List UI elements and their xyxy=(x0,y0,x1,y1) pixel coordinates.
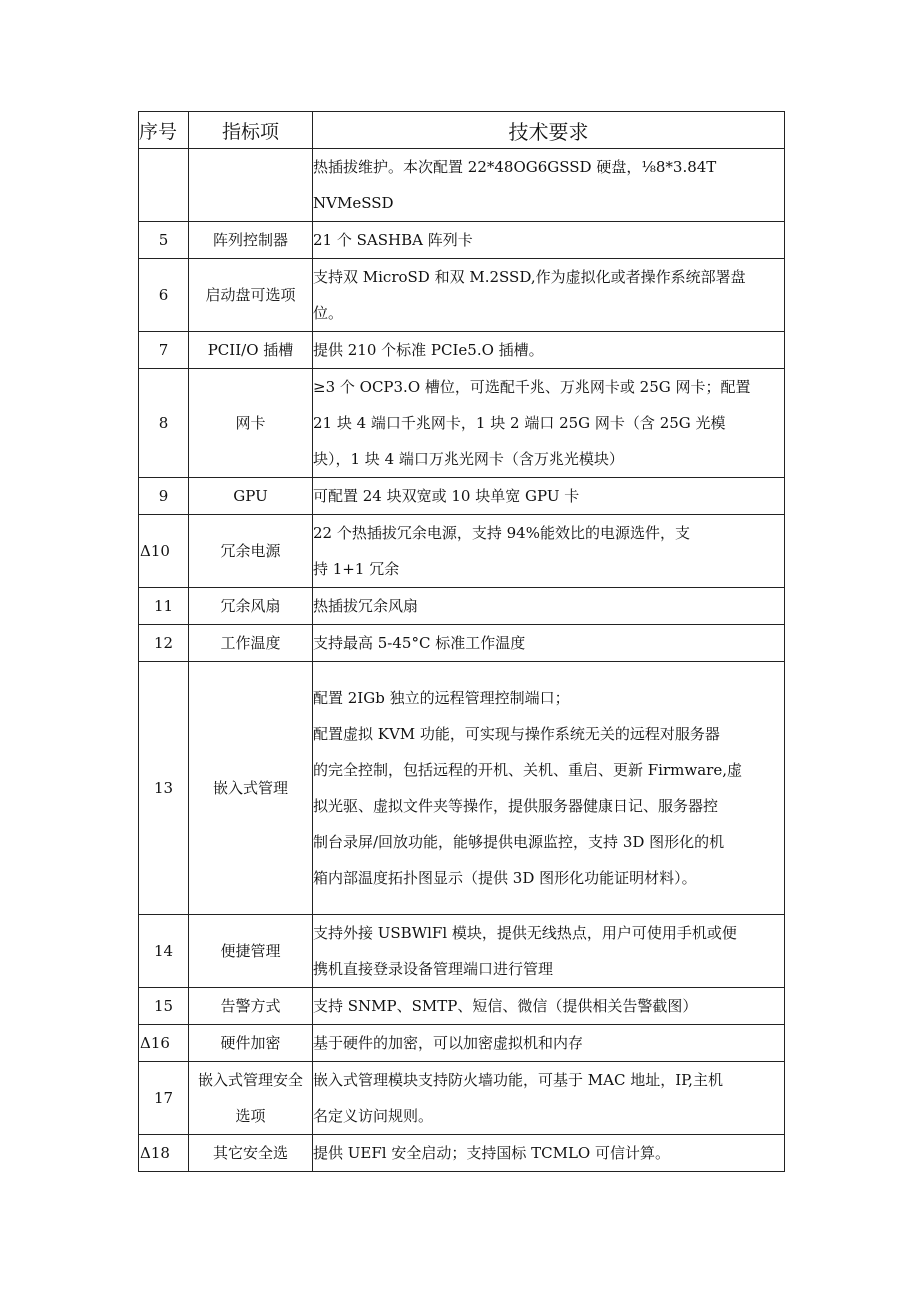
row-item: 便捷管理 xyxy=(189,915,313,988)
table-row xyxy=(139,1025,785,1062)
table-row xyxy=(139,625,785,662)
req-line: 名定义访问规则。 xyxy=(313,1107,434,1125)
row-requirement xyxy=(313,662,785,915)
table-row xyxy=(139,222,785,259)
row-item: 告警方式 xyxy=(189,988,313,1025)
row-item: 网卡 xyxy=(189,369,313,478)
row-no: 6 xyxy=(139,259,189,332)
req-line: 块），1 块 4 端口万兆光网卡（含万兆光模块） xyxy=(313,450,624,468)
row-no: 9 xyxy=(139,478,189,515)
row-item: PCII/O 插槽 xyxy=(189,332,313,369)
row-requirement xyxy=(313,478,785,515)
row-no: 12 xyxy=(139,625,189,662)
table-row xyxy=(139,915,785,988)
req-line: 嵌入式管理模块支持防火墙功能，可基于 MAC 地址，IP,主机 xyxy=(313,1071,723,1089)
header-no: 序号 xyxy=(139,112,189,149)
row-requirement xyxy=(313,369,785,478)
req-line: 支持 SNMP、SMTP、短信、微信（提供相关告警截图） xyxy=(313,997,698,1015)
table-row xyxy=(139,332,785,369)
req-line: 可配置 24 块双宽或 10 块单宽 GPU 卡 xyxy=(313,487,580,505)
req-line: 支持最高 5-45°C 标准工作温度 xyxy=(313,634,526,652)
row-requirement xyxy=(313,515,785,588)
row-no: 8 xyxy=(139,369,189,478)
table-row xyxy=(139,588,785,625)
req-line: 箱内部温度拓扑图显示（提供 3D 图形化功能证明材料）。 xyxy=(313,869,697,887)
row-no: 15 xyxy=(139,988,189,1025)
req-line: 位。 xyxy=(313,304,344,322)
req-line: 拟光驱、虚拟文件夹等操作，提供服务器健康日记、服务器控 xyxy=(313,797,719,815)
req-line: 提供 210 个标准 PCIe5.O 插槽。 xyxy=(313,341,544,359)
table-row xyxy=(139,988,785,1025)
row-no: 14 xyxy=(139,915,189,988)
row-item: 硬件加密 xyxy=(189,1025,313,1062)
row-item xyxy=(189,149,313,222)
row-item: GPU xyxy=(189,478,313,515)
row-no: 5 xyxy=(139,222,189,259)
row-requirement xyxy=(313,332,785,369)
header-item: 指标项 xyxy=(189,112,313,149)
req-line: 热插拔冗余风扇 xyxy=(313,597,419,615)
row-requirement xyxy=(313,1062,785,1135)
row-requirement xyxy=(313,149,785,222)
row-requirement xyxy=(313,988,785,1025)
req-line: 21 块 4 端口千兆网卡，1 块 2 端口 25G 网卡（含 25G 光模 xyxy=(313,414,726,432)
table-row xyxy=(139,515,785,588)
table-row xyxy=(139,1135,785,1172)
req-line: 热插拔维护。本次配置 22*48OG6GSSD 硬盘，⅛8*3.84T xyxy=(313,158,717,176)
row-no: 13 xyxy=(139,662,189,915)
spec-table xyxy=(138,111,785,1172)
row-item: 启动盘可选项 xyxy=(189,259,313,332)
row-no: 17 xyxy=(139,1062,189,1135)
table-row xyxy=(139,149,785,222)
row-no: 11 xyxy=(139,588,189,625)
req-line: 配置虚拟 KVM 功能，可实现与操作系统无关的远程对服务器 xyxy=(313,725,720,743)
req-line: 支持外接 USBWlFl 模块，提供无线热点，用户可使用手机或便 xyxy=(313,924,737,942)
table-row xyxy=(139,1062,785,1135)
row-no: Δ16 xyxy=(139,1025,189,1062)
row-requirement xyxy=(313,1135,785,1172)
row-item xyxy=(189,1062,313,1135)
req-line: NVMeSSD xyxy=(313,194,394,212)
row-no: Δ18 xyxy=(139,1135,189,1172)
row-item: 嵌入式管理 xyxy=(189,662,313,915)
req-line: 22 个热插拔冗余电源，支持 94%能效比的电源选件，支 xyxy=(313,524,690,542)
req-line: 配置 2IGb 独立的远程管理控制端口； xyxy=(313,689,570,707)
row-requirement xyxy=(313,588,785,625)
req-line: 制台录屏/回放功能，能够提供电源监控，支持 3D 图形化的机 xyxy=(313,833,725,851)
req-line: 携机直接登录设备管理端口进行管理 xyxy=(313,960,554,978)
row-item: 阵列控制器 xyxy=(189,222,313,259)
table-row xyxy=(139,662,785,915)
req-line: 提供 UEFl 安全启动；支持国标 TCMLO 可信计算。 xyxy=(313,1144,670,1162)
row-requirement xyxy=(313,1025,785,1062)
table-header-row xyxy=(139,112,785,149)
row-requirement xyxy=(313,915,785,988)
row-item: 冗余风扇 xyxy=(189,588,313,625)
row-item: 其它安全选 xyxy=(189,1135,313,1172)
table-row xyxy=(139,478,785,515)
req-line: 支持双 MicroSD 和双 M.2SSD,作为虚拟化或者操作系统部署盘 xyxy=(313,268,746,286)
row-requirement xyxy=(313,625,785,662)
req-line: 21 个 SASHBA 阵列卡 xyxy=(313,231,473,249)
row-no xyxy=(139,149,189,222)
row-no: Δ10 xyxy=(139,515,189,588)
table-row xyxy=(139,259,785,332)
item-line: 嵌入式管理安全 xyxy=(197,1071,303,1089)
req-line: 持 1+1 冗余 xyxy=(313,560,400,578)
header-requirement: 技术要求 xyxy=(313,112,785,149)
req-line: 基于硬件的加密，可以加密虚拟机和内存 xyxy=(313,1034,584,1052)
row-requirement xyxy=(313,259,785,332)
row-no: 7 xyxy=(139,332,189,369)
item-line: 选项 xyxy=(235,1107,266,1125)
row-item: 冗余电源 xyxy=(189,515,313,588)
req-line: ≥3 个 OCP3.O 槽位，可选配千兆、万兆网卡或 25G 网卡；配置 xyxy=(313,378,751,396)
row-requirement xyxy=(313,222,785,259)
row-item: 工作温度 xyxy=(189,625,313,662)
req-line: 的完全控制，包括远程的开机、关机、重启、更新 Firmware,虚 xyxy=(313,761,742,779)
table-row xyxy=(139,369,785,478)
